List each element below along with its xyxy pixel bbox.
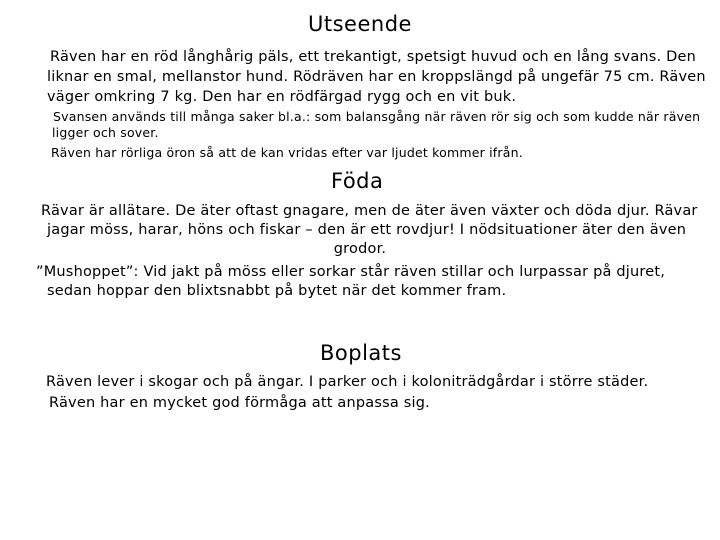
utseende-line-3: väger omkring 7 kg. Den har en rödfärgad rygg och en vit buk. — [47, 89, 517, 105]
utseende-line-2: liknar en smal, mellanstor hund. Rödräven har en kroppslängd på ungefär 75 cm. Räven — [47, 69, 706, 85]
foda-line-1: Rävar är allätare. De äter oftast gnagare, men de äter även växter och döda djur. Rävar — [41, 203, 698, 219]
heading-utseende: Utseende — [308, 12, 412, 36]
heading-foda: Föda — [331, 169, 384, 193]
foda-line-4: ”Mushoppet”: Vid jakt på möss eller sorkar står räven stillar och lurpassar på djuret, — [36, 264, 666, 280]
foda-line-3: grodor. — [333, 241, 387, 257]
foda-line-2: jagar möss, harar, höns och fiskar – den är ett rovdjur! I nödsituationer äter den även — [47, 222, 687, 238]
utseende-small-line-2: ligger och sover. — [52, 125, 159, 140]
foda-line-5: sedan hoppar den blixtsnabbt på bytet när det kommer fram. — [47, 283, 507, 299]
utseende-small-line-3: Räven har rörliga öron så att de kan vridas efter var ljudet kommer ifrån. — [51, 145, 523, 160]
boplats-line-1: Räven lever i skogar och på ängar. I parker och i koloniträdgårdar i större städer. — [46, 374, 649, 390]
heading-boplats: Boplats — [320, 341, 402, 365]
utseende-small-line-1: Svansen används till många saker bl.a.: som balansgång när räven rör sig och som kudde när räven — [53, 109, 701, 124]
boplats-line-2: Räven har en mycket god förmåga att anpassa sig. — [49, 395, 430, 411]
utseende-line-1: Räven har en röd långhårig päls, ett trekantigt, spetsigt huvud och en lång svans. Den — [50, 49, 697, 65]
